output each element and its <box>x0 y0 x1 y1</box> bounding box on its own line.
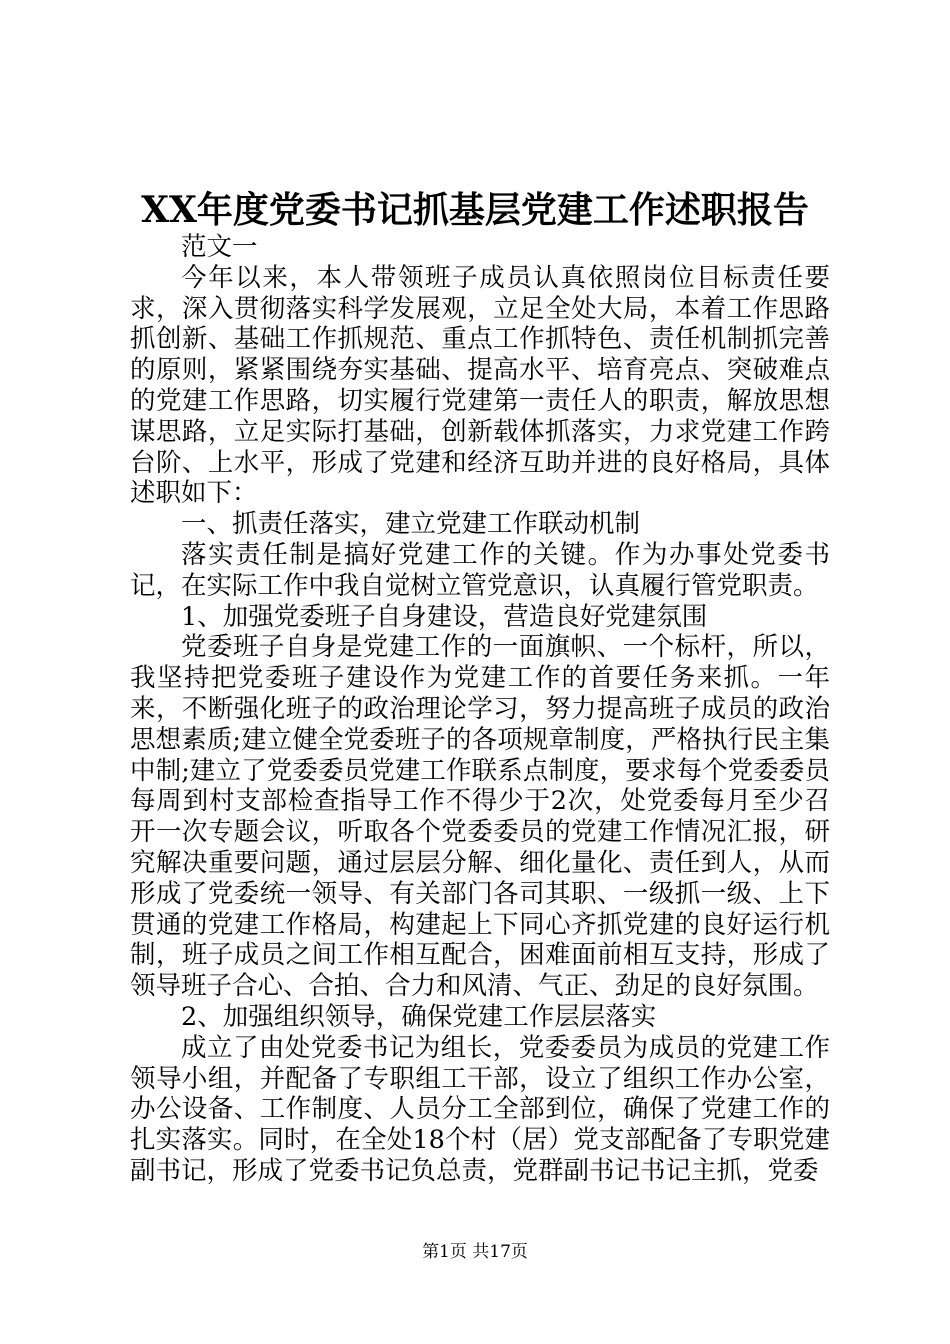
paragraph-team-building: 党委班子自身是党建工作的一面旗帜、一个标杆，所以，我坚持把党委班子建设作为党建工作的首要任务来抓。一年来，不断强化班子的政治理论学习，努力提高班子成员的政治思想素质;建立健全党委班子的各项规章制度，严格执行民主集中制;建立了党委委员党建工作联系点制度，要求每个党委委员每周到村支部检查指导工作不得少于2次，处党委每月至少召开一次专题会议，听取各个党委委员的党建工作情况汇报，研究解决重要问题，通过层层分解、细化量化、责任到人，从而形成了党委统一领导、有关部门各司其职、一级抓一级、上下贯通的党建工作格局，构建起上下同心齐抓党建的良好运行机制，班子成员之间工作相互配合，困难面前相互支持，形成了领导班子合心、合拍、合力和风清、气正、劲足的良好氛围。 <box>130 632 830 1002</box>
paragraph-intro: 今年以来，本人带领班子成员认真依照岗位目标责任要求，深入贯彻落实科学发展观，立足全处大局，本着工作思路抓创新、基础工作抓规范、重点工作抓特色、责任机制抓完善的原则，紧紧围绕夯实基础、提高水平、培育亮点、突破难点的党建工作思路，切实履行党建第一责任人的职责，解放思想谋思路，立足实际打基础，创新载体抓落实，力求党建工作跨台阶、上水平，形成了党建和经济互助并进的良好格局，具体述职如下： <box>130 262 830 509</box>
section-heading-1: 一、抓责任落实，建立党建工作联动机制 <box>181 509 641 540</box>
paragraph-responsibility: 落实责任制是搞好党建工作的关键。作为办事处党委书记，在实际工作中我自觉树立管党意识，认真履行管党职责。 <box>130 539 830 601</box>
paragraph-leadership: 成立了由处党委书记为组长，党委委员为成员的党建工作领导小组，并配备了专职组工干部，设立了组织工作办公室，办公设备、工作制度、人员分工全部到位，确保了党建工作的扎实落实。同时，在全处18个村（居）党支部配备了专职党建副书记，形成了党委书记负总责，党群副书记书记主抓，党委 <box>130 1032 830 1186</box>
subsection-heading-2: 2、加强组织领导，确保党建工作层层落实 <box>181 1001 657 1032</box>
document-body <box>130 232 830 1187</box>
page-footer: 第1页 共17页 <box>422 1242 528 1262</box>
subsection-heading-1: 1、加强党委班子自身建设，营造良好党建氛围 <box>181 601 708 632</box>
document-title: XX年度党委书记抓基层党建工作述职报告 <box>141 189 809 231</box>
paragraph-heading-sample: 范文一 <box>181 232 258 262</box>
